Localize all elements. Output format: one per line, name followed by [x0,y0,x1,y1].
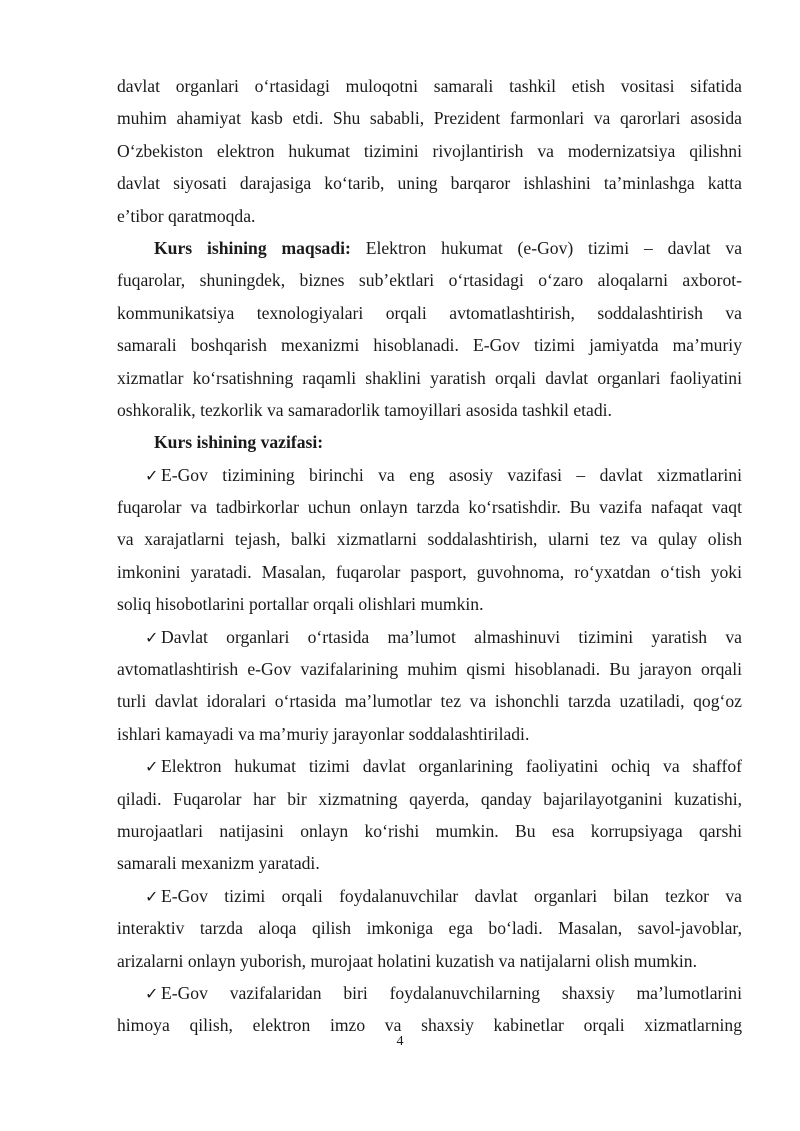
paragraph-line: oshkoralik, tezkorlik va samaradorlik tamoyillari asosida tashkil etadi. [117,399,612,420]
task-first-line [117,621,742,653]
paragraph-line: himoya qilish, elektron imzo va shaxsiy kabinetlar orqali xizmatlarning [117,1015,742,1036]
paragraph-line: ishlari kamayadi va ma’muriy jarayonlar soddalashtiriladi. [117,723,530,744]
paragraph-line: fuqarolar, shuningdek, biznes sub’ektlari o‘rtasidagi o‘zaro aloqalarni axborot- [117,270,742,291]
paragraph-line: davlat siyosati darajasiga ko‘tarib, uning barqaror ishlashini ta’minlashga katta [117,173,742,194]
paragraph-line: O‘zbekiston elektron hukumat tizimini rivojlantirish va modernizatsiya qilishni [117,140,742,161]
paragraph-line: soliq hisobotlarini portallar orqali olishlari mumkin. [117,594,484,615]
paragraph-line: interaktiv tarzda aloqa qilish imkoniga ega bo‘ladi. Masalan, savol-javoblar, [117,918,742,939]
checkmark-icon: ✓ [145,759,159,777]
paragraph-line: turli davlat idoralari o‘rtasida ma’lumotlar tez va ishonchli tarzda uzatiladi, qog‘oz [117,691,742,712]
paragraph-line: xizmatlar ko‘rsatishning raqamli shaklini yaratish orqali davlat organlari faoliyatini [117,367,742,388]
paragraph-line: arizalarni onlayn yuborish, murojaat holatini kuzatish va natijalarni olish mumkin. [117,950,697,971]
paragraph-line: imkonini yaratadi. Masalan, fuqarolar pasport, guvohnoma, ro‘yxatdan o‘tish yoki [117,561,742,582]
document-page [117,70,742,1042]
task-text: E-Gov tizimi orqali foydalanuvchilar davlat organlari bilan tezkor va [161,885,742,906]
paragraph-line: samarali boshqarish mexanizmi hisoblanadi. E-Gov tizimi jamiyatda ma’muriy [117,335,742,356]
page-number: 4 [396,1034,404,1049]
paragraph-line: va xarajatlarni tejash, balki xizmatlarni soddalashtirish, ularni tez va qulay olish [117,529,742,550]
paragraph-line: avtomatlashtirish e-Gov vazifalarining muhim qismi hisoblanadi. Bu jarayon orqali [117,659,742,680]
task-first-line [117,459,742,491]
task-first-line [117,750,742,782]
tasks-heading: Kurs ishining vazifasi: [154,432,324,453]
paragraph-line: kommunikatsiya texnologiyalari orqali avtomatlashtirish, soddalashtirish va [117,302,742,323]
checkmark-icon: ✓ [145,985,159,1003]
goal-text: Elektron hukumat (e-Gov) tizimi – davlat va [365,237,742,258]
paragraph-line: samarali mexanizm yaratadi. [117,853,320,874]
task-text: Elektron hukumat tizimi davlat organlarining faoliyatini ochiq va shaffof [161,756,742,777]
task-text: Davlat organlari o‘rtasida ma’lumot almashinuvi tizimini yaratish va [161,626,742,647]
goal-first-line [117,232,742,264]
paragraph-line: muhim ahamiyat kasb etdi. Shu sababli, Prezident farmonlari va qarorlari asosida [117,108,742,129]
paragraph-line: e’tibor qaratmoqda. [117,205,256,226]
task-first-line [117,977,742,1009]
task-text: E-Gov tizimining birinchi va eng asosiy vazifasi – davlat xizmatlarini [161,464,742,485]
paragraph-line: murojaatlari natijasini onlayn ko‘rishi mumkin. Bu esa korrupsiyaga qarshi [117,820,742,841]
checkmark-icon: ✓ [145,467,159,485]
task-first-line [117,880,742,912]
paragraph-line: fuqarolar va tadbirkorlar uchun onlayn tarzda ko‘rsatishdir. Bu vazifa nafaqat vaqt [117,497,742,518]
paragraph-line: qiladi. Fuqarolar har bir xizmatning qayerda, qanday bajarilayotganini kuzatishi, [117,788,742,809]
paragraph-line: davlat organlari o‘rtasidagi muloqotni samarali tashkil etish vositasi sifatida [117,76,742,96]
task-text: E-Gov vazifalaridan biri foydalanuvchilarning shaxsiy ma’lumotlarini [161,982,742,1003]
checkmark-icon: ✓ [145,888,159,906]
checkmark-icon: ✓ [145,629,159,647]
goal-heading: Kurs ishining maqsadi: [154,237,351,258]
